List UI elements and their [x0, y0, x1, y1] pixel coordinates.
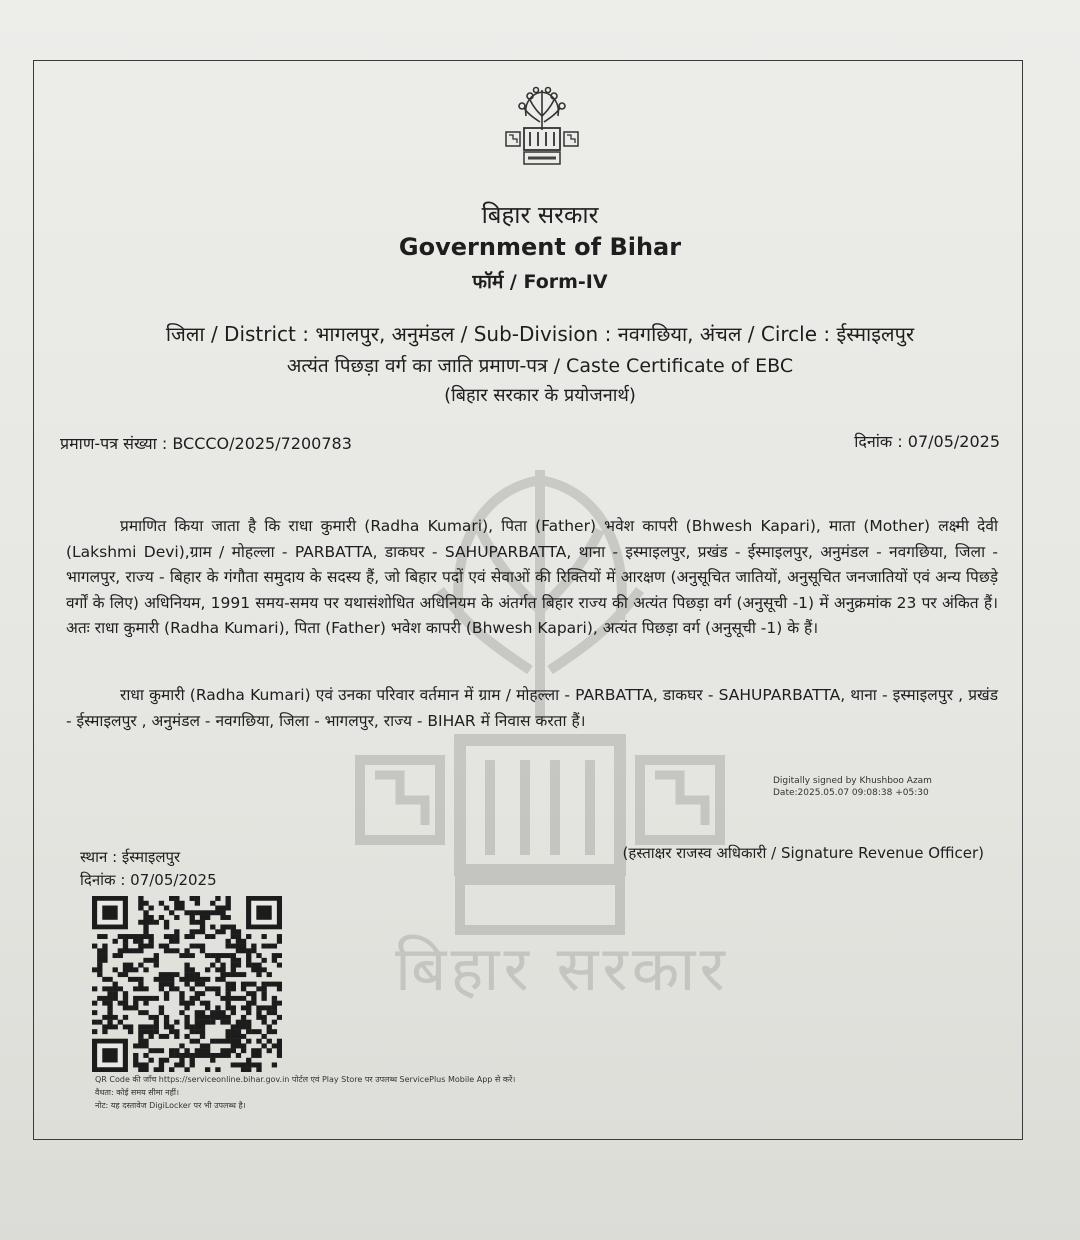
footer-validity: वैधता: कोई समय सीमा नहीं। — [95, 1088, 179, 1097]
footer-notes — [95, 1073, 515, 1112]
form-label: फॉर्म / Form-IV — [472, 271, 608, 293]
title-english: Government of Bihar — [398, 233, 682, 261]
certificate-number: प्रमाण-पत्र संख्या : BCCCO/2025/7200783 — [60, 434, 352, 453]
location-line: जिला / District : भागलपुर, अनुमंडल / Sub-Division : नवगछिया, अंचल / Circle : ईस्माइलपुर — [165, 322, 915, 346]
certificate-paragraph-2: राधा कुमारी (Radha Kumari) एवं उनका परिवार वर्तमान में ग्राम / मोहल्ला - PARBATTA, डाकघर - SAHUPARBATTA, थाना - इस्माइलपुर , प्रखंड - ईस्माइलपुर , अनुमंडल - नवगछिया, जिला - भागलपुर, राज्य - BIHAR में निवास करता हैं। — [66, 686, 998, 730]
signature-label: (हस्ताक्षर राजस्व अधिकारी / Signature Revenue Officer) — [622, 844, 984, 862]
watermark-text: बिहार सरकार — [395, 932, 729, 1005]
certificate-title: अत्यंत पिछड़ा वर्ग का जाति प्रमाण-पत्र / Caste Certificate of EBC — [286, 355, 794, 377]
digital-signature-name: Digitally signed by Khushboo Azam — [773, 776, 932, 786]
digital-signature-stamp — [773, 775, 932, 799]
place-date: दिनांक : 07/05/2025 — [80, 871, 217, 889]
title-hindi: बिहार सरकार — [481, 201, 599, 229]
certificate-purpose: (बिहार सरकार के प्रयोजनार्थ) — [444, 385, 636, 406]
footer-qr-note: QR Code की जाँच https://serviceonline.bihar.gov.in पोर्टल एवं Play Store पर उपलब्ध ServicePlus Mobile App से करें। — [95, 1075, 516, 1084]
footer-digilocker-note: नोट: यह दस्तावेज DigiLocker पर भी उपलब्ध है। — [95, 1101, 246, 1110]
certificate-paragraph-1: प्रमाणित किया जाता है कि राधा कुमारी (Radha Kumari), पिता (Father) भवेश कापरी (Bhwesh Kapari), माता (Mother) लक्ष्मी देवी (Lakshmi Devi),ग्राम / मोहल्ला - PARBATTA, डाकघर - SAHUPARBATTA, थाना - इस्माइलपुर, प्रखंड - ईस्माइलपुर, अनुमंडल - नवगछिया, जिला - भागलपुर, राज्य - बिहार के गंगौता समुदाय के सदस्य हैं, जो बिहार पदों एवं सेवाओं की रिक्तियों में आरक्षण (अनुसूचित जातियों, अनुसूचित जनजातियों एवं अन्य पिछड़े वर्गों के लिए) अधिनियम, 1991 समय-समय पर यथासंशोधित अधिनियम के अंतर्गत बिहार राज्य की अत्यंत पिछड़ा वर्ग (अनुसूची -1) में अनुक्रमांक 23 पर अंकित हैं। अतः राधा कुमारी (Radha Kumari), पिता (Father) भवेश कापरी (Bhwesh Kapari), अत्यंत पिछड़ा वर्ग (अनुसूची -1) के हैं। — [66, 517, 998, 637]
digital-signature-date: Date:2025.05.07 09:08:38 +05:30 — [773, 788, 929, 798]
place-block — [80, 846, 217, 892]
issue-date: दिनांक : 07/05/2025 — [854, 432, 1000, 451]
place-text: स्थान : ईस्माइलपुर — [80, 848, 181, 866]
qr-code-icon — [92, 896, 282, 1072]
bihar-emblem-icon — [500, 82, 584, 174]
